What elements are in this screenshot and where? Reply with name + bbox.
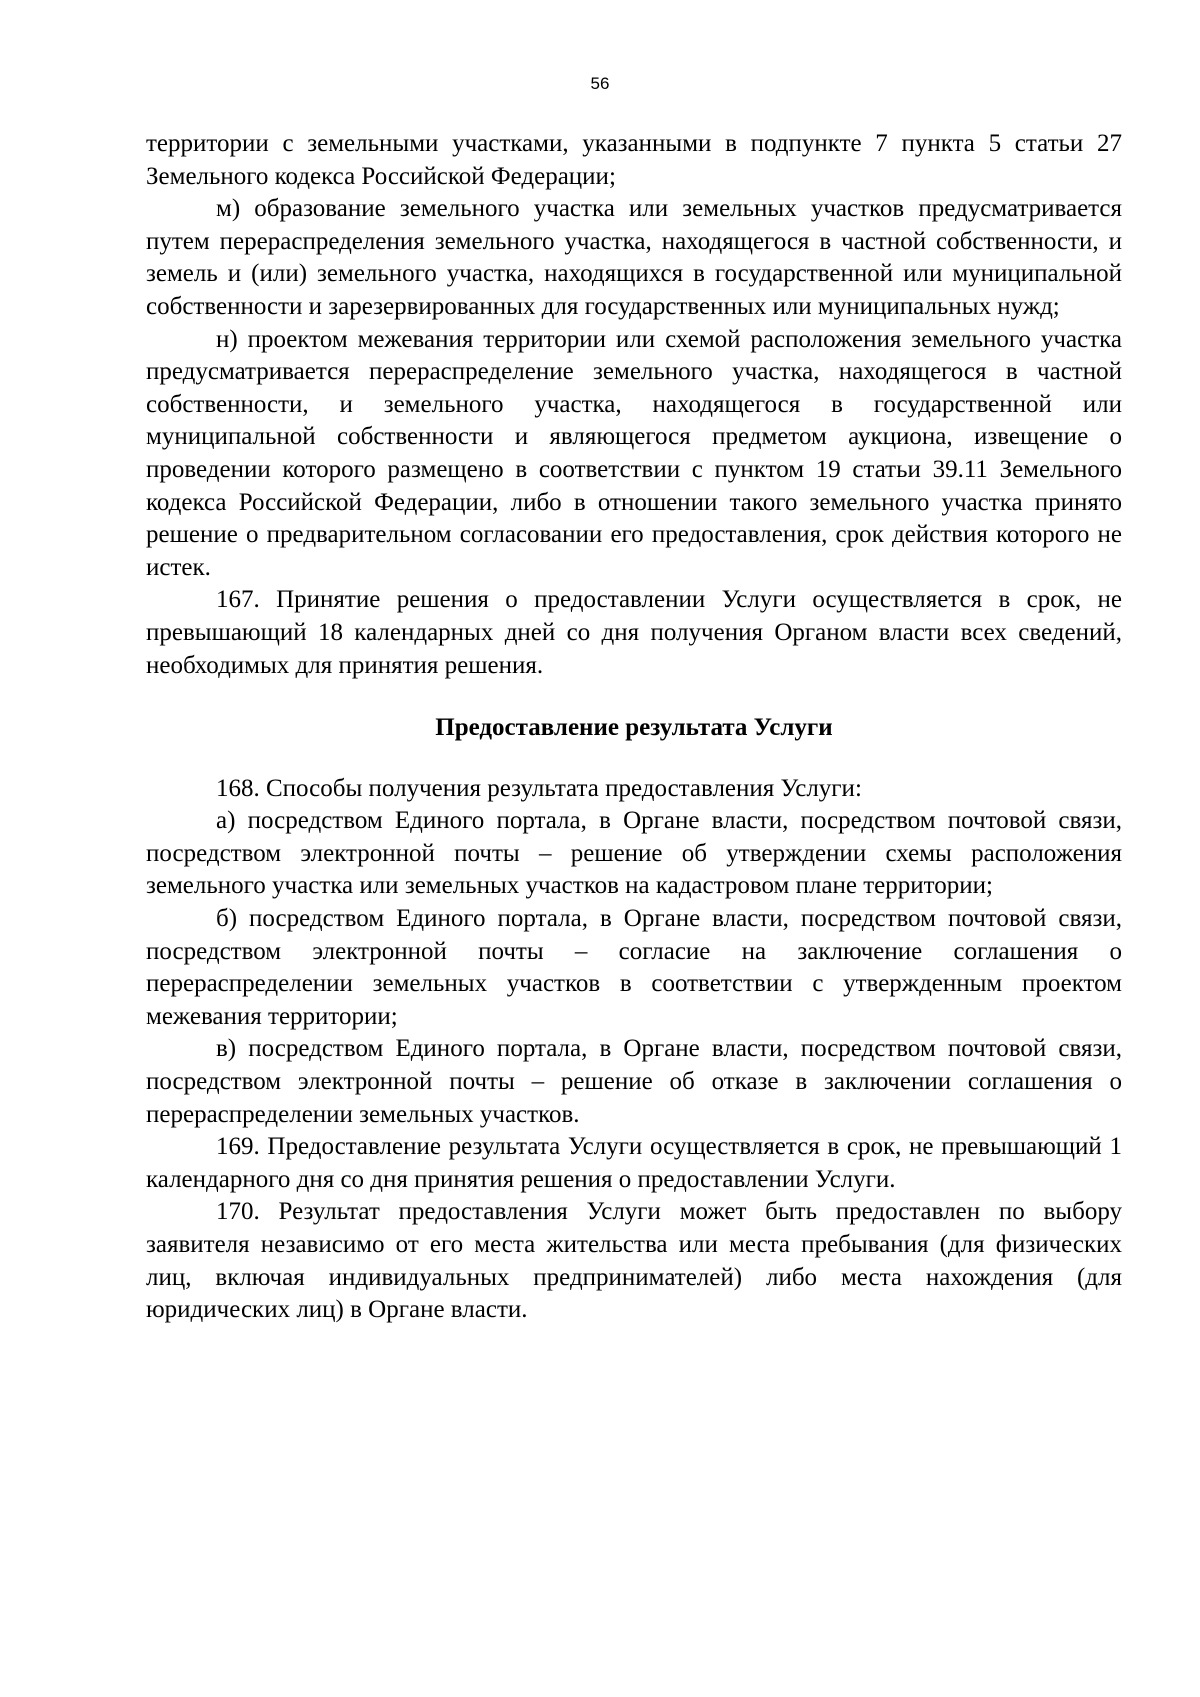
paragraph-item-b: б) посредством Единого портала, в Органе власти, посредством почтовой связи, посредством электронной почты – согласие на заключение соглашения о перераспределении земельных участков в соответствии с утвержденным проектом межевания территории;: [146, 905, 1122, 1030]
document-body: [146, 128, 1122, 1327]
paragraph-continuation: территории с земельными участками, указанными в подпункте 7 пункта 5 статьи 27 Земельного кодекса Российской Федерации;: [146, 130, 1122, 190]
paragraph-169: 169. Предоставление результата Услуги осуществляется в срок, не превышающий 1 календарного дня со дня принятия решения о предоставлении Услуги.: [146, 1133, 1122, 1193]
paragraph-168: 168. Способы получения результата предоставления Услуги:: [216, 774, 862, 802]
paragraph-167: 167. Принятие решения о предоставлении Услуги осуществляется в срок, не превышающий 18 календарных дней со дня получения Органом власти всех сведений, необходимых для принятия решения.: [146, 586, 1122, 679]
paragraph-item-v: в) посредством Единого портала, в Органе власти, посредством почтовой связи, посредством электронной почты – решение об отказе в заключении соглашения о перераспределении земельных участков.: [146, 1035, 1122, 1128]
paragraph-item-m: м) образование земельного участка или земельных участков предусматривается путем перераспределения земельного участка, находящегося в частной собственности, и земель и (или) земельного участка, находящихся в государственной или муниципальной собственности и зарезервированных для государственных или муниципальных нужд;: [146, 195, 1122, 320]
paragraph-170: 170. Результат предоставления Услуги может быть предоставлен по выбору заявителя независимо от его места жительства или места пребывания (для физических лиц, включая индивидуальных предпринимателей) либо места нахождения (для юридических лиц) в Органе власти.: [146, 1198, 1122, 1324]
section-title: Предоставление результата Услуги: [435, 714, 833, 742]
paragraph-item-a: а) посредством Единого портала, в Органе власти, посредством почтовой связи, посредством электронной почты – решение об утверждении схемы расположения земельного участка или земельных участков на кадастровом плане территории;: [146, 807, 1122, 900]
page-number: 56: [590, 74, 610, 93]
paragraph-item-n: н) проектом межевания территории или схемой расположения земельного участка предусматривается перераспределение земельного участка, находящегося в частной собственности, и земельного участка, находящегося в государственной или муниципальной собственности и являющегося предметом аукциона, извещение о проведении которого размещено в соответствии с пунктом 19 статьи 39.11 Земельного кодекса Российской Федерации, либо в отношении такого земельного участка принято решение о предварительном согласовании его предоставления, срок действия которого не истек.: [146, 325, 1122, 581]
